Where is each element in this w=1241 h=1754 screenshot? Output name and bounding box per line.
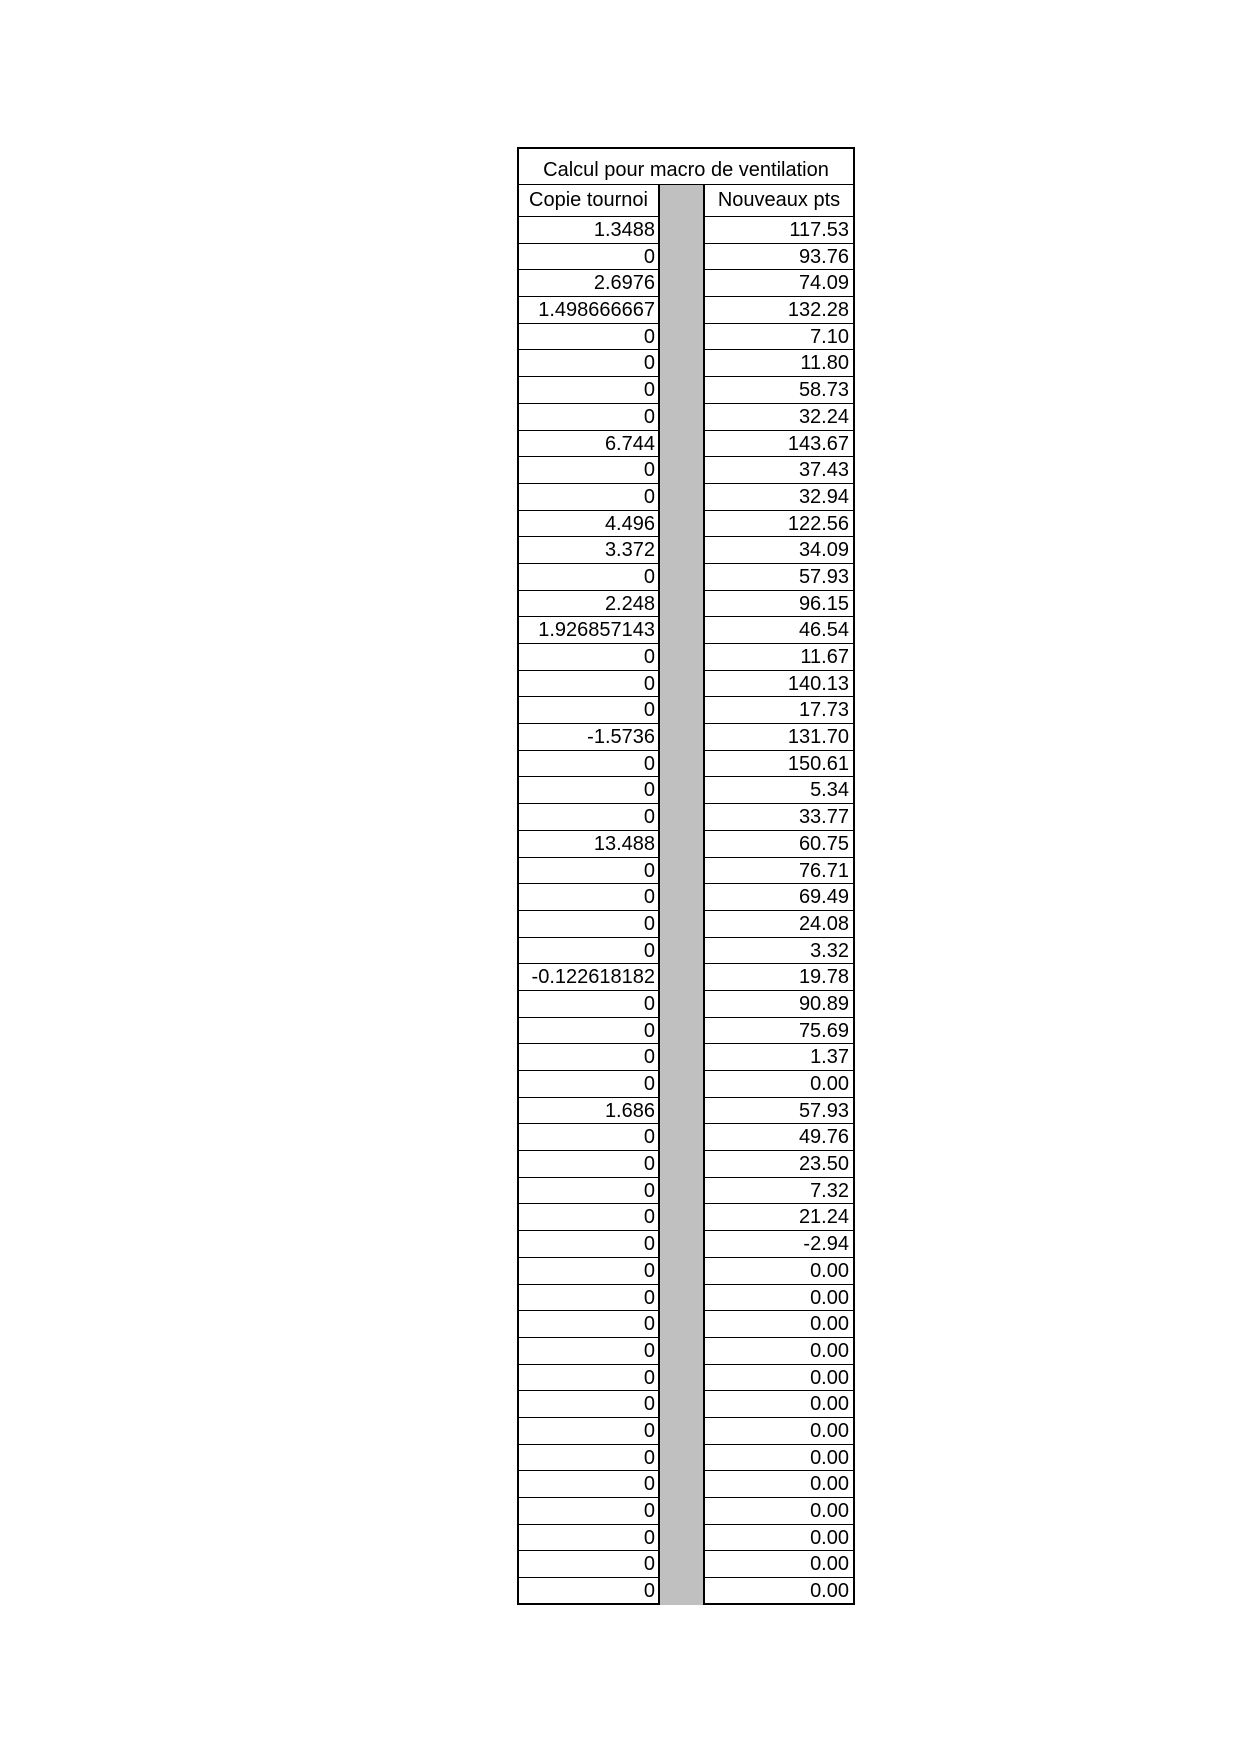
cell-separator <box>660 244 703 271</box>
cell-nouveaux-pts: 21.24 <box>703 1204 855 1231</box>
cell-nouveaux-pts: 132.28 <box>703 297 855 324</box>
cell-nouveaux-pts: 24.08 <box>703 911 855 938</box>
cell-copie-tournoi: 0 <box>517 350 660 377</box>
cell-copie-tournoi: 0 <box>517 1231 660 1258</box>
cell-separator <box>660 1124 703 1151</box>
cell-nouveaux-pts: 37.43 <box>703 457 855 484</box>
cell-copie-tournoi: 13.488 <box>517 831 660 858</box>
cell-separator <box>660 511 703 538</box>
cell-nouveaux-pts: 1.37 <box>703 1044 855 1071</box>
cell-copie-tournoi: 1.926857143 <box>517 617 660 644</box>
cell-separator <box>660 964 703 991</box>
cell-copie-tournoi: 3.372 <box>517 537 660 564</box>
cell-copie-tournoi: 0 <box>517 1525 660 1552</box>
cell-nouveaux-pts: 49.76 <box>703 1124 855 1151</box>
cell-copie-tournoi: 0 <box>517 804 660 831</box>
cell-copie-tournoi: 0 <box>517 1018 660 1045</box>
cell-separator <box>660 1258 703 1285</box>
cell-nouveaux-pts: 0.00 <box>703 1498 855 1525</box>
cell-separator <box>660 858 703 885</box>
cell-copie-tournoi: 0 <box>517 1391 660 1418</box>
cell-separator <box>660 1391 703 1418</box>
cell-nouveaux-pts: 0.00 <box>703 1578 855 1605</box>
cell-separator <box>660 751 703 778</box>
cell-copie-tournoi: 2.248 <box>517 591 660 618</box>
cell-nouveaux-pts: 3.32 <box>703 938 855 965</box>
cell-copie-tournoi: 0 <box>517 1178 660 1205</box>
cell-nouveaux-pts: 32.94 <box>703 484 855 511</box>
cell-copie-tournoi: 1.3488 <box>517 217 660 244</box>
cell-separator <box>660 617 703 644</box>
cell-nouveaux-pts: 140.13 <box>703 671 855 698</box>
table-title: Calcul pour macro de ventilation <box>517 147 855 185</box>
cell-separator <box>660 1044 703 1071</box>
cell-separator <box>660 1178 703 1205</box>
cell-nouveaux-pts: 34.09 <box>703 537 855 564</box>
cell-separator <box>660 1498 703 1525</box>
cell-separator <box>660 991 703 1018</box>
cell-copie-tournoi: 1.498666667 <box>517 297 660 324</box>
cell-separator <box>660 1418 703 1445</box>
cell-nouveaux-pts: 0.00 <box>703 1551 855 1578</box>
cell-copie-tournoi: 0 <box>517 644 660 671</box>
cell-copie-tournoi: 0 <box>517 884 660 911</box>
cell-nouveaux-pts: 11.80 <box>703 350 855 377</box>
cell-nouveaux-pts: 5.34 <box>703 777 855 804</box>
cell-separator <box>660 644 703 671</box>
cell-separator <box>660 831 703 858</box>
cell-copie-tournoi: 0 <box>517 991 660 1018</box>
cell-copie-tournoi: 0 <box>517 404 660 431</box>
cell-separator <box>660 804 703 831</box>
column-header-copie-tournoi: Copie tournoi <box>517 185 660 217</box>
cell-separator <box>660 1018 703 1045</box>
cell-copie-tournoi: 0 <box>517 777 660 804</box>
cell-separator <box>660 377 703 404</box>
cell-separator <box>660 297 703 324</box>
cell-separator <box>660 697 703 724</box>
cell-copie-tournoi: 0 <box>517 1071 660 1098</box>
cell-nouveaux-pts: 76.71 <box>703 858 855 885</box>
cell-nouveaux-pts: 143.67 <box>703 431 855 458</box>
cell-nouveaux-pts: 19.78 <box>703 964 855 991</box>
cell-copie-tournoi: 0 <box>517 1204 660 1231</box>
cell-copie-tournoi: 0 <box>517 1445 660 1472</box>
cell-nouveaux-pts: 57.93 <box>703 1098 855 1125</box>
column-header-nouveaux-pts: Nouveaux pts <box>703 185 855 217</box>
cell-separator <box>660 564 703 591</box>
cell-copie-tournoi: 0 <box>517 1044 660 1071</box>
cell-copie-tournoi: 4.496 <box>517 511 660 538</box>
cell-separator <box>660 724 703 751</box>
cell-copie-tournoi: 0 <box>517 457 660 484</box>
cell-separator <box>660 1098 703 1125</box>
cell-separator <box>660 1445 703 1472</box>
cell-copie-tournoi: 0 <box>517 697 660 724</box>
cell-copie-tournoi: 0 <box>517 1578 660 1605</box>
cell-nouveaux-pts: 74.09 <box>703 270 855 297</box>
cell-nouveaux-pts: 0.00 <box>703 1391 855 1418</box>
cell-copie-tournoi: -1.5736 <box>517 724 660 751</box>
cell-nouveaux-pts: 90.89 <box>703 991 855 1018</box>
cell-copie-tournoi: 0 <box>517 751 660 778</box>
cell-separator <box>660 911 703 938</box>
cell-nouveaux-pts: 0.00 <box>703 1418 855 1445</box>
cell-nouveaux-pts: 93.76 <box>703 244 855 271</box>
cell-copie-tournoi: 0 <box>517 671 660 698</box>
cell-copie-tournoi: 6.744 <box>517 431 660 458</box>
cell-copie-tournoi: 0 <box>517 1338 660 1365</box>
cell-nouveaux-pts: 7.32 <box>703 1178 855 1205</box>
cell-nouveaux-pts: 32.24 <box>703 404 855 431</box>
cell-nouveaux-pts: 17.73 <box>703 697 855 724</box>
cell-copie-tournoi: 0 <box>517 564 660 591</box>
cell-copie-tournoi: 0 <box>517 911 660 938</box>
cell-separator <box>660 777 703 804</box>
cell-separator <box>660 457 703 484</box>
cell-nouveaux-pts: 69.49 <box>703 884 855 911</box>
cell-nouveaux-pts: 0.00 <box>703 1311 855 1338</box>
cell-copie-tournoi: 0 <box>517 1311 660 1338</box>
cell-copie-tournoi: 0 <box>517 858 660 885</box>
cell-nouveaux-pts: 7.10 <box>703 324 855 351</box>
cell-nouveaux-pts: 0.00 <box>703 1285 855 1312</box>
cell-nouveaux-pts: 0.00 <box>703 1365 855 1392</box>
cell-copie-tournoi: 0 <box>517 938 660 965</box>
cell-separator <box>660 431 703 458</box>
cell-separator <box>660 537 703 564</box>
cell-separator <box>660 1525 703 1552</box>
cell-separator <box>660 1578 703 1605</box>
cell-copie-tournoi: 0 <box>517 1124 660 1151</box>
gray-separator-column <box>660 185 703 217</box>
cell-nouveaux-pts: 57.93 <box>703 564 855 591</box>
cell-nouveaux-pts: 0.00 <box>703 1071 855 1098</box>
cell-copie-tournoi: 0 <box>517 1285 660 1312</box>
cell-nouveaux-pts: 0.00 <box>703 1258 855 1285</box>
cell-separator <box>660 1231 703 1258</box>
cell-copie-tournoi: 0 <box>517 1418 660 1445</box>
cell-copie-tournoi: 2.6976 <box>517 270 660 297</box>
table-grid <box>517 185 855 1605</box>
cell-separator <box>660 1311 703 1338</box>
cell-nouveaux-pts: 46.54 <box>703 617 855 644</box>
cell-copie-tournoi: -0.122618182 <box>517 964 660 991</box>
cell-copie-tournoi: 0 <box>517 1471 660 1498</box>
cell-separator <box>660 1551 703 1578</box>
cell-separator <box>660 217 703 244</box>
cell-copie-tournoi: 0 <box>517 1551 660 1578</box>
cell-separator <box>660 324 703 351</box>
cell-nouveaux-pts: 11.67 <box>703 644 855 671</box>
cell-copie-tournoi: 0 <box>517 1258 660 1285</box>
cell-nouveaux-pts: -2.94 <box>703 1231 855 1258</box>
cell-separator <box>660 591 703 618</box>
spreadsheet-table <box>517 147 855 1605</box>
cell-separator <box>660 1338 703 1365</box>
cell-nouveaux-pts: 0.00 <box>703 1471 855 1498</box>
cell-separator <box>660 1471 703 1498</box>
cell-separator <box>660 938 703 965</box>
cell-copie-tournoi: 0 <box>517 1498 660 1525</box>
cell-copie-tournoi: 1.686 <box>517 1098 660 1125</box>
cell-copie-tournoi: 0 <box>517 1151 660 1178</box>
cell-nouveaux-pts: 58.73 <box>703 377 855 404</box>
cell-nouveaux-pts: 117.53 <box>703 217 855 244</box>
cell-copie-tournoi: 0 <box>517 377 660 404</box>
cell-copie-tournoi: 0 <box>517 244 660 271</box>
cell-separator <box>660 671 703 698</box>
cell-separator <box>660 270 703 297</box>
cell-nouveaux-pts: 122.56 <box>703 511 855 538</box>
cell-nouveaux-pts: 0.00 <box>703 1338 855 1365</box>
cell-separator <box>660 884 703 911</box>
cell-nouveaux-pts: 33.77 <box>703 804 855 831</box>
cell-copie-tournoi: 0 <box>517 1365 660 1392</box>
cell-separator <box>660 350 703 377</box>
cell-separator <box>660 1151 703 1178</box>
cell-nouveaux-pts: 75.69 <box>703 1018 855 1045</box>
cell-nouveaux-pts: 0.00 <box>703 1525 855 1552</box>
cell-nouveaux-pts: 23.50 <box>703 1151 855 1178</box>
cell-nouveaux-pts: 0.00 <box>703 1445 855 1472</box>
cell-separator <box>660 1071 703 1098</box>
cell-copie-tournoi: 0 <box>517 484 660 511</box>
cell-separator <box>660 1365 703 1392</box>
cell-separator <box>660 1285 703 1312</box>
cell-separator <box>660 404 703 431</box>
cell-nouveaux-pts: 131.70 <box>703 724 855 751</box>
cell-nouveaux-pts: 60.75 <box>703 831 855 858</box>
cell-separator <box>660 1204 703 1231</box>
cell-nouveaux-pts: 96.15 <box>703 591 855 618</box>
cell-nouveaux-pts: 150.61 <box>703 751 855 778</box>
cell-separator <box>660 484 703 511</box>
cell-copie-tournoi: 0 <box>517 324 660 351</box>
